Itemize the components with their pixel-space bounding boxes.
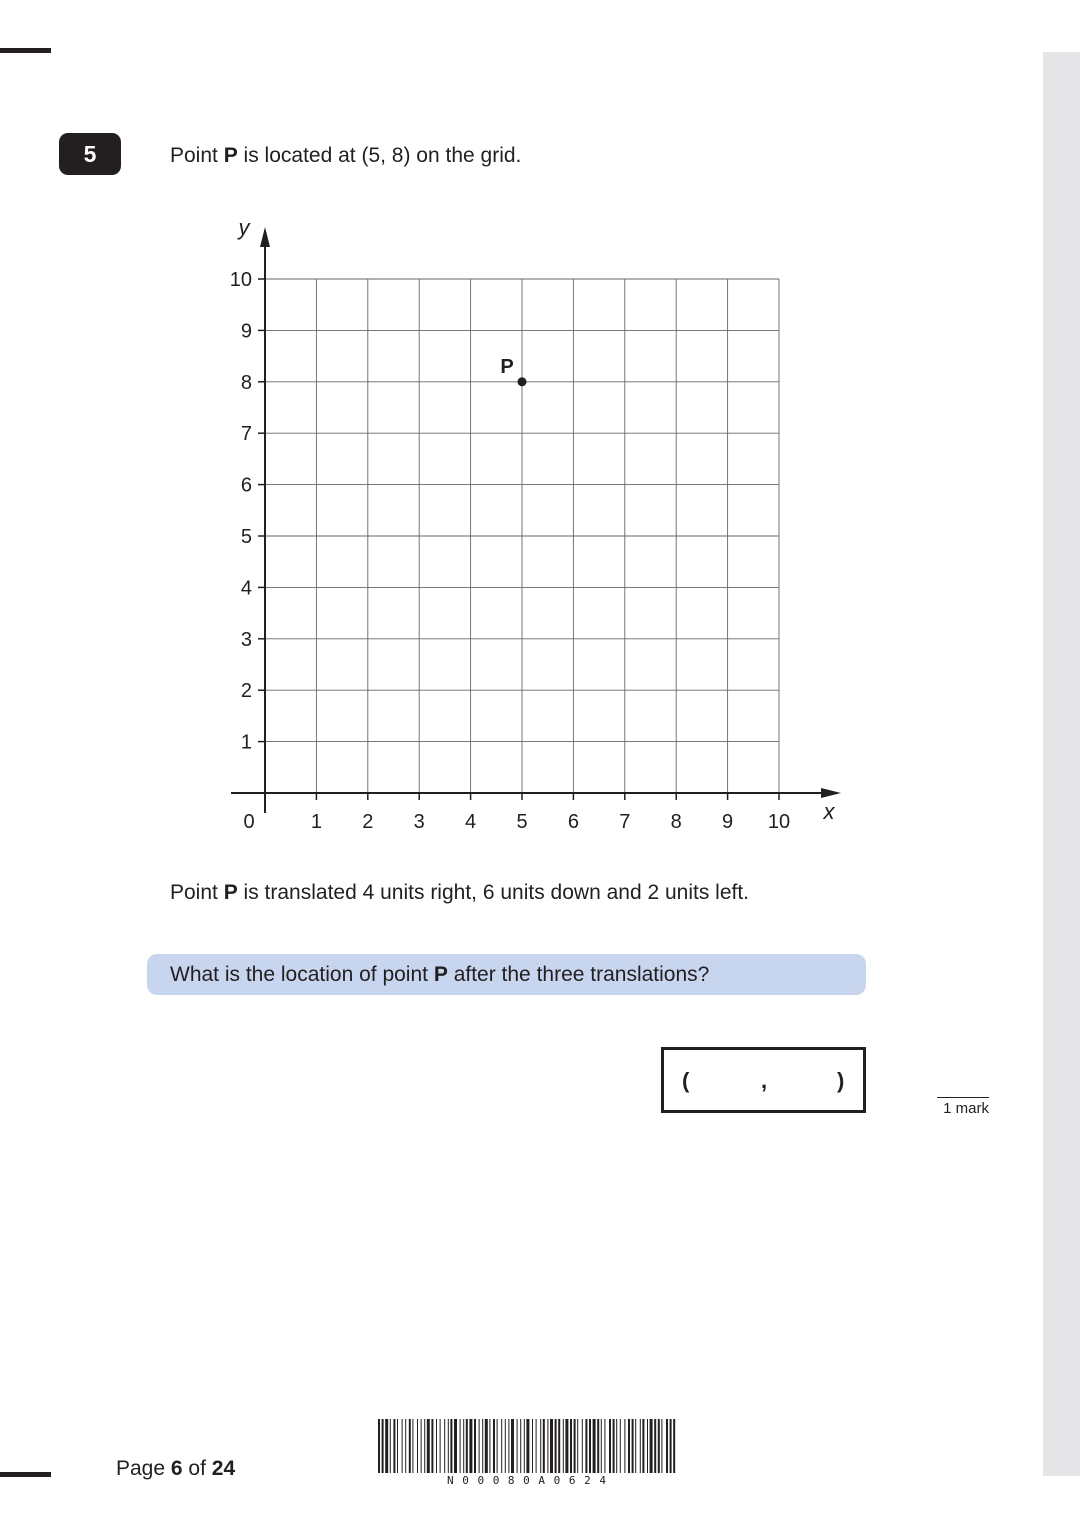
page-word: Page	[116, 1457, 166, 1480]
barcode-bar	[440, 1419, 441, 1473]
barcode-bar	[540, 1419, 541, 1473]
barcode-bar	[450, 1419, 452, 1473]
barcode-bar	[543, 1419, 545, 1473]
prompt-text-after: after the three translations?	[453, 962, 710, 986]
intro-point-label: P	[223, 144, 238, 167]
barcode-bar	[597, 1419, 599, 1473]
barcode-bar	[555, 1419, 557, 1473]
y-tick-label: 6	[240, 474, 252, 497]
barcode-bar	[421, 1419, 422, 1473]
barcode-bar	[589, 1419, 591, 1473]
x-axis-arrow	[821, 788, 841, 798]
barcode-bar	[517, 1419, 518, 1473]
barcode-bar	[666, 1419, 668, 1473]
barcode-bar	[574, 1419, 576, 1473]
x-tick-label: 9	[722, 811, 734, 833]
barcode-bar	[577, 1419, 578, 1473]
barcode-bar	[582, 1419, 583, 1473]
barcode-bar	[378, 1419, 380, 1473]
y-tick-label: 2	[240, 680, 252, 703]
barcode-bar	[550, 1419, 553, 1473]
barcode-bar	[526, 1419, 529, 1473]
translation-point-label: P	[223, 881, 238, 904]
barcode-bar	[505, 1419, 506, 1473]
barcode-bar	[673, 1419, 675, 1473]
x-tick-label: 2	[362, 811, 374, 833]
barcode-bar	[489, 1419, 490, 1473]
barcode-bar	[485, 1419, 488, 1473]
barcode-bar	[536, 1419, 537, 1473]
x-tick-label: 4	[465, 811, 477, 833]
edge-mark-bottom	[0, 1472, 51, 1477]
x-tick-label: 7	[619, 811, 631, 833]
x-tick-label: 8	[670, 811, 682, 833]
barcode-bar	[635, 1419, 636, 1473]
barcode-bar	[661, 1419, 662, 1473]
barcode-bar	[520, 1419, 521, 1473]
answer-box[interactable]	[661, 1047, 866, 1113]
intro-text-after: is located at (5, 8) on the grid.	[237, 144, 522, 167]
barcode-bar	[463, 1419, 464, 1473]
barcode-bar	[508, 1419, 509, 1473]
barcode-bar	[565, 1419, 568, 1473]
barcode-bar	[431, 1419, 433, 1473]
barcode-bar	[417, 1419, 418, 1473]
barcode-bar	[405, 1419, 406, 1473]
barcode-bar	[479, 1419, 480, 1473]
barcode-bar	[613, 1419, 615, 1473]
y-tick-label: 9	[240, 320, 252, 343]
barcode-bar	[474, 1419, 476, 1473]
page-total: 24	[211, 1457, 236, 1480]
barcode-bar	[448, 1419, 449, 1473]
x-tick-label: 6	[567, 811, 579, 833]
barcode-bar	[482, 1419, 483, 1473]
x-axis-label: x	[823, 799, 835, 824]
barcode-bar	[642, 1419, 644, 1473]
prompt-point-label: P	[433, 962, 448, 986]
barcode-bar	[558, 1419, 560, 1473]
barcode-bar	[501, 1419, 502, 1473]
mark-allocation: 1 mark	[937, 1097, 989, 1117]
barcode-bar	[647, 1419, 648, 1473]
barcode-bar	[424, 1419, 425, 1473]
x-tick-label: 10	[767, 811, 791, 833]
barcode-bar	[563, 1419, 564, 1473]
barcode-bar	[393, 1419, 395, 1473]
barcode-bar	[620, 1419, 621, 1473]
answer-comma: ,	[761, 1068, 768, 1093]
barcode-bar	[390, 1419, 391, 1473]
y-tick-label: 4	[240, 577, 252, 600]
barcode-bar	[412, 1419, 413, 1473]
page-of-word: of	[188, 1457, 206, 1480]
barcode-bar	[397, 1419, 398, 1473]
barcode-bar	[402, 1419, 403, 1473]
point-label: P	[500, 355, 514, 378]
barcode-bar	[454, 1419, 457, 1473]
barcode-bar	[385, 1419, 388, 1473]
translation-text-before: Point	[170, 881, 224, 904]
y-tick-label: 3	[240, 628, 252, 651]
barcode-bar	[570, 1419, 572, 1473]
page-current: 6	[170, 1457, 183, 1480]
x-tick-label: 1	[310, 811, 322, 833]
x-tick-label: 3	[413, 811, 425, 833]
intro-text-before: Point	[170, 144, 224, 167]
barcode-bar	[601, 1419, 602, 1473]
barcode-bar	[497, 1419, 498, 1473]
prompt-text-before: What is the location of point	[170, 962, 428, 986]
barcode-bar	[382, 1419, 384, 1473]
x-tick-label: 5	[516, 811, 528, 833]
y-axis-label: y	[238, 215, 250, 240]
barcode-bar	[658, 1419, 660, 1473]
origin-label: 0	[243, 811, 255, 833]
barcode-bar	[436, 1419, 437, 1473]
page-number	[116, 1457, 235, 1481]
barcode-bar	[609, 1419, 611, 1473]
barcode-bar	[469, 1419, 472, 1473]
barcode-bar	[524, 1419, 525, 1473]
barcode-bar	[593, 1419, 596, 1473]
barcode-bar	[640, 1419, 641, 1473]
question-prompt	[147, 954, 866, 995]
barcode-bar	[654, 1419, 656, 1473]
barcode	[378, 1419, 676, 1475]
barcode-bar	[547, 1419, 548, 1473]
barcode-bar	[493, 1419, 495, 1473]
barcode-bar	[444, 1419, 445, 1473]
y-tick-label: 8	[240, 371, 252, 394]
barcode-bar	[650, 1419, 653, 1473]
barcode-bar	[585, 1419, 587, 1473]
y-tick-label: 10	[229, 269, 252, 291]
translation-statement	[170, 882, 749, 903]
question-number: 5	[59, 133, 121, 175]
barcode-bar	[532, 1419, 533, 1473]
barcode-bar	[604, 1419, 605, 1473]
barcode-bar	[632, 1419, 634, 1473]
barcode-bar	[460, 1419, 461, 1473]
y-tick-label: 1	[240, 731, 252, 754]
barcode-bar	[466, 1419, 468, 1473]
translation-text-after: is translated 4 units right, 6 units down and 2 units left.	[237, 881, 750, 904]
y-axis-arrow	[260, 227, 270, 247]
barcode-bar	[511, 1419, 514, 1473]
barcode-text: N 0 0 0 8 0 A 0 6 2 4	[446, 1474, 608, 1487]
barcode-bar	[670, 1419, 672, 1473]
barcode-bar	[628, 1419, 630, 1473]
y-tick-label: 7	[240, 423, 252, 446]
y-tick-label: 5	[240, 526, 252, 548]
answer-open-paren: (	[682, 1068, 690, 1093]
barcode-bar	[409, 1419, 411, 1473]
point-marker	[518, 377, 527, 386]
answer-close-paren: )	[837, 1068, 845, 1093]
barcode-bar	[624, 1419, 625, 1473]
barcode-bar	[427, 1419, 430, 1473]
barcode-bar	[616, 1419, 617, 1473]
